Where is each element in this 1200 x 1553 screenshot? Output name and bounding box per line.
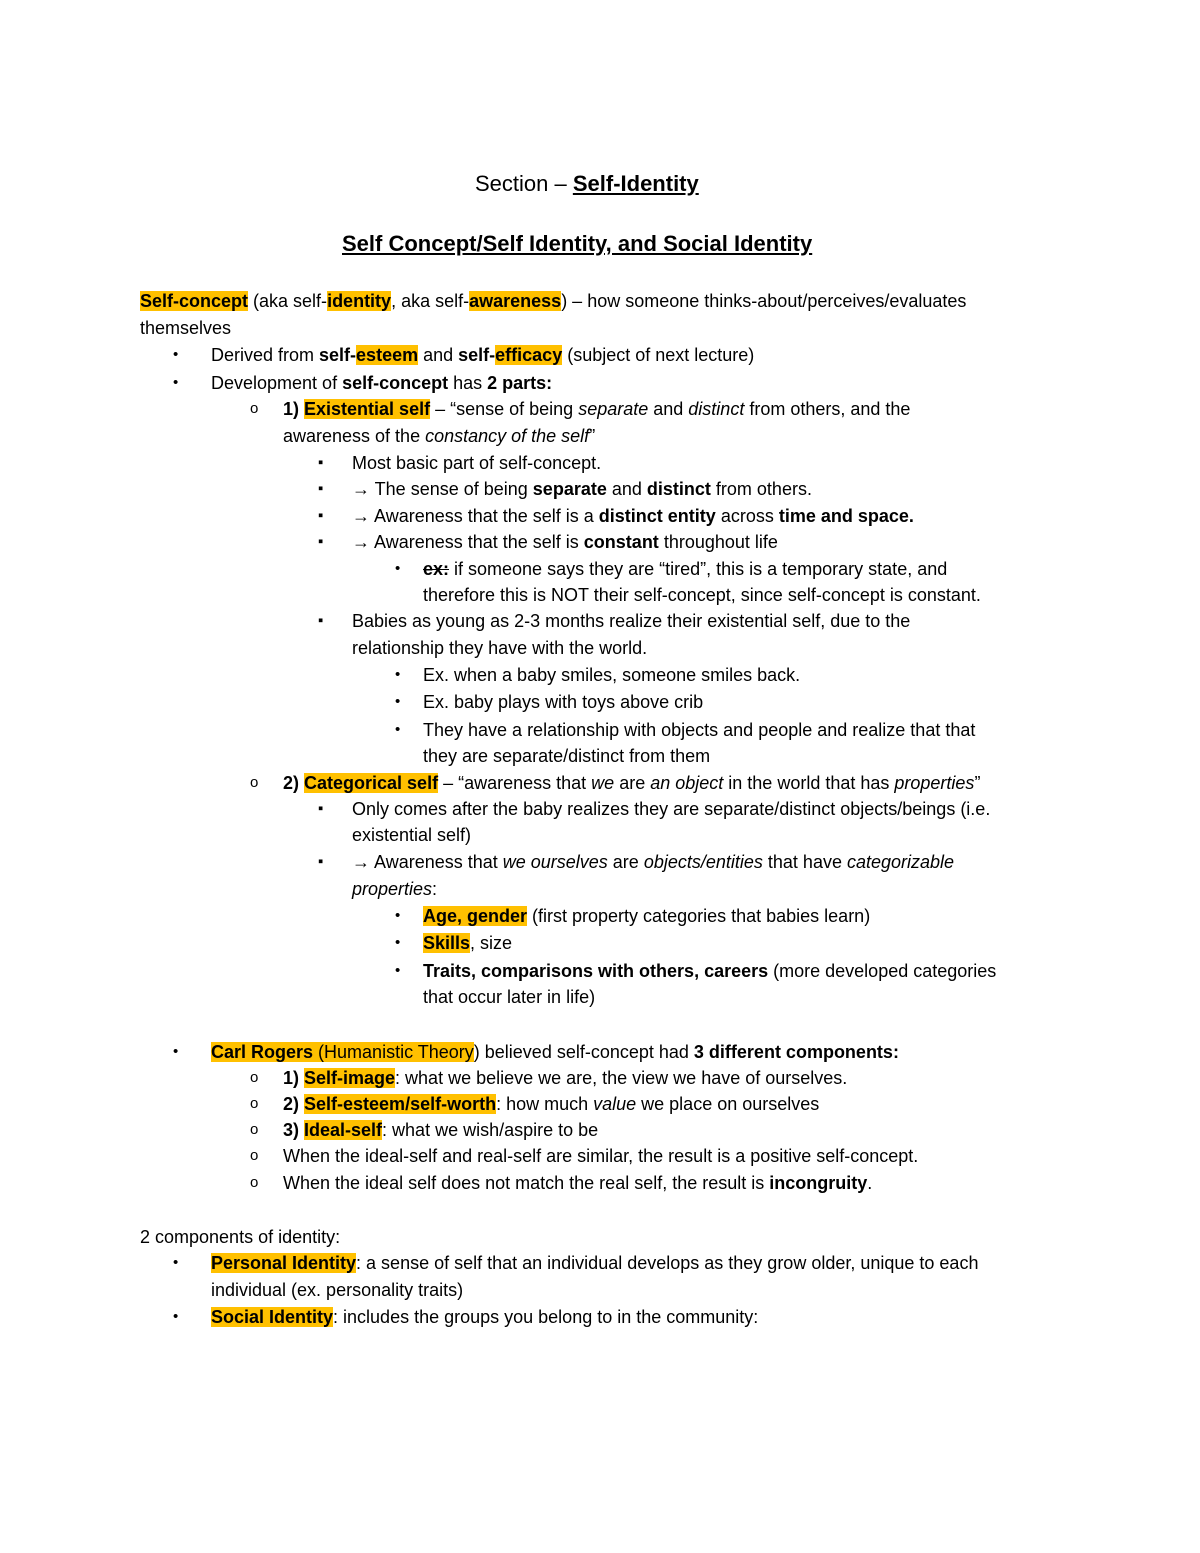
- text: an object: [650, 773, 724, 793]
- term-social-identity: Social Identity: [211, 1307, 334, 1327]
- text: ) believed self-concept had: [473, 1042, 694, 1062]
- bullet-dot: •: [173, 346, 179, 363]
- section-title-main: Self-Identity: [572, 171, 699, 196]
- text: from others, and the: [744, 399, 911, 419]
- bullet-dot: •: [395, 666, 401, 683]
- bullet-square: ▪: [318, 800, 324, 817]
- text: Development of: [211, 373, 343, 393]
- section-title: [475, 172, 699, 196]
- text: throughout life: [658, 532, 778, 552]
- bullet-square: ▪: [318, 454, 324, 471]
- text: 2): [283, 773, 305, 793]
- bullet-dot: •: [173, 374, 179, 391]
- text: constant: [583, 532, 659, 552]
- text: and: [648, 399, 689, 419]
- list-item-cont: [352, 877, 437, 901]
- term-categorical-self: Categorical self: [304, 773, 439, 793]
- term-self-image: Self-image: [304, 1068, 396, 1088]
- text: (: [313, 1042, 325, 1062]
- page-subtitle: Self Concept/Self Identity, and Social Identity: [342, 231, 813, 256]
- bullet-square: ▪: [318, 533, 324, 550]
- list-item: They have a relationship with objects and people and realize that that: [423, 720, 976, 740]
- text: constancy of the self: [425, 426, 590, 446]
- bullet-square: ▪: [318, 612, 324, 629]
- text: distinct: [688, 399, 745, 419]
- list-item: [352, 504, 914, 528]
- text: ex:: [423, 559, 450, 579]
- bullet-dot: •: [173, 1043, 179, 1060]
- bullet-square: ▪: [318, 853, 324, 870]
- bullet-circle: o: [250, 400, 259, 417]
- list-item: [283, 1066, 847, 1090]
- text: (more developed categories: [768, 961, 997, 981]
- text: are: [614, 773, 651, 793]
- bullet-dot: •: [395, 934, 401, 951]
- list-item: [423, 959, 996, 983]
- text: self-: [458, 345, 496, 365]
- text: Derived from: [211, 345, 320, 365]
- text: – “awareness that: [438, 773, 592, 793]
- text: : a sense of self that an individual develops as they grow older, unique to each: [356, 1253, 979, 1273]
- term-ideal-self: Ideal-self: [304, 1120, 383, 1140]
- term-esteem: esteem: [356, 345, 419, 365]
- bullet-dot: •: [395, 962, 401, 979]
- text: : what we believe we are, the view we have of ourselves.: [395, 1068, 848, 1088]
- list-item: [352, 850, 954, 874]
- text: we ourselves: [502, 852, 608, 872]
- list-item: [283, 1171, 872, 1195]
- list-item: When the ideal-self and real-self are similar, the result is a positive self-concept.: [283, 1146, 919, 1166]
- text: , size: [470, 933, 513, 953]
- text: and: [418, 345, 459, 365]
- text: Traits, comparisons with others, careers: [423, 961, 769, 981]
- list-item-cont: they are separate/distinct from them: [423, 746, 711, 766]
- list-item: Ex. baby plays with toys above crib: [423, 692, 704, 712]
- text: .: [867, 1173, 873, 1193]
- text: objects/entities: [643, 852, 763, 872]
- list-item: [283, 1118, 598, 1142]
- text: we: [591, 773, 615, 793]
- list-item-carl-rogers: [211, 1040, 899, 1064]
- term-skills: Skills: [423, 933, 471, 953]
- list-item: [283, 1092, 819, 1116]
- text: across: [715, 506, 779, 526]
- bullet-dot: •: [173, 1308, 179, 1325]
- text: if someone says they are “tired”, this is a temporary state, and: [449, 559, 948, 579]
- bullet-dot: •: [395, 907, 401, 924]
- text: distinct: [646, 479, 711, 499]
- text: 3 different components:: [693, 1042, 899, 1062]
- bullet-dot: •: [395, 560, 401, 577]
- term-age-gender: Age, gender: [423, 906, 528, 926]
- text: ”: [589, 426, 596, 446]
- list-item-existential-self-cont: [283, 424, 595, 448]
- text: (aka self-: [248, 291, 328, 311]
- text: – “sense of being: [430, 399, 579, 419]
- term-self-concept: Self-concept: [140, 291, 249, 311]
- term-carl-rogers: Carl Rogers: [211, 1042, 314, 1062]
- bullet-circle: o: [250, 1147, 259, 1164]
- list-item-cont: existential self): [352, 825, 472, 845]
- term-awareness: awareness: [469, 291, 562, 311]
- list-item: Most basic part of self-concept.: [352, 453, 602, 473]
- list-item-categorical-self: [283, 771, 980, 795]
- text: time and space.: [778, 506, 914, 526]
- bullet-circle: o: [250, 1121, 259, 1138]
- text: : what we wish/aspire to be: [382, 1120, 599, 1140]
- section-heading-components: 2 components of identity:: [140, 1227, 341, 1247]
- term-humanistic-theory: Humanistic Theory: [324, 1042, 474, 1062]
- text: 2 parts:: [487, 373, 553, 393]
- text: ”: [974, 773, 981, 793]
- text: separate: [532, 479, 607, 499]
- text: 2): [283, 1094, 305, 1114]
- list-item: [423, 931, 512, 955]
- text: awareness of the: [283, 426, 426, 446]
- text: : includes the groups you belong to in the community:: [333, 1307, 759, 1327]
- text: (first property categories that babies learn): [527, 906, 871, 926]
- text: → Awareness that the self is a: [352, 506, 599, 526]
- bullet-dot: •: [395, 721, 401, 738]
- text: : how much: [496, 1094, 594, 1114]
- text: self-concept: [342, 373, 449, 393]
- text: are: [607, 852, 644, 872]
- text: ) – how someone thinks-about/perceives/evaluates: [561, 291, 967, 311]
- text: → Awareness that the self is: [352, 532, 584, 552]
- bullet-circle: o: [250, 774, 259, 791]
- text: properties: [352, 879, 433, 899]
- text: in the world that has: [723, 773, 895, 793]
- list-item-development: [211, 371, 552, 395]
- section-title-prefix: Section –: [475, 171, 573, 196]
- text: incongruity: [769, 1173, 868, 1193]
- bullet-square: ▪: [318, 480, 324, 497]
- text: When the ideal self does not match the real self, the result is: [283, 1173, 770, 1193]
- list-item: Only comes after the baby realizes they are separate/distinct objects/beings (i.e.: [352, 799, 991, 819]
- list-item-personal-identity-cont: individual (ex. personality traits): [211, 1280, 464, 1300]
- text: from others.: [710, 479, 812, 499]
- text: properties: [894, 773, 975, 793]
- bullet-circle: o: [250, 1174, 259, 1191]
- list-item-cont: relationship they have with the world.: [352, 638, 648, 658]
- text: that have: [762, 852, 847, 872]
- term-self-esteem: Self-esteem/self-worth: [304, 1094, 497, 1114]
- bullet-dot: •: [173, 1254, 179, 1271]
- text: :: [432, 879, 438, 899]
- term-efficacy: efficacy: [495, 345, 563, 365]
- list-item: Babies as young as 2-3 months realize their existential self, due to the: [352, 611, 911, 631]
- list-item-example-cont: therefore this is NOT their self-concept, since self-concept is constant.: [423, 585, 981, 605]
- text: and: [606, 479, 647, 499]
- bullet-circle: o: [250, 1095, 259, 1112]
- term-existential-self: Existential self: [304, 399, 431, 419]
- list-item-social-identity: [211, 1305, 758, 1329]
- list-item-existential-self: [283, 397, 910, 421]
- text: 3): [283, 1120, 305, 1140]
- list-item-example: [423, 557, 947, 581]
- term-personal-identity: Personal Identity: [211, 1253, 357, 1273]
- text: value: [593, 1094, 637, 1114]
- term-identity: identity: [327, 291, 392, 311]
- list-item: [352, 530, 778, 554]
- bullet-circle: o: [250, 1069, 259, 1086]
- text: (subject of next lecture): [562, 345, 755, 365]
- text: 1): [283, 1068, 305, 1088]
- bullet-dot: •: [395, 693, 401, 710]
- text: self-: [319, 345, 357, 365]
- bullet-square: ▪: [318, 507, 324, 524]
- self-concept-definition-cont: themselves: [140, 318, 232, 338]
- text: categorizable: [846, 852, 955, 872]
- text: 1): [283, 399, 305, 419]
- list-item: [352, 477, 812, 501]
- list-item-personal-identity: [211, 1251, 978, 1275]
- text: has: [448, 373, 488, 393]
- text: → Awareness that: [352, 852, 503, 872]
- text: → The sense of being: [352, 479, 533, 499]
- text: distinct entity: [598, 506, 716, 526]
- list-item-cont: that occur later in life): [423, 987, 596, 1007]
- list-item: [423, 904, 870, 928]
- list-item-derived: [211, 343, 754, 367]
- text: we place on ourselves: [636, 1094, 820, 1114]
- text: separate: [578, 399, 649, 419]
- text: , aka self-: [391, 291, 470, 311]
- list-item: Ex. when a baby smiles, someone smiles back.: [423, 665, 801, 685]
- self-concept-definition: [140, 289, 966, 313]
